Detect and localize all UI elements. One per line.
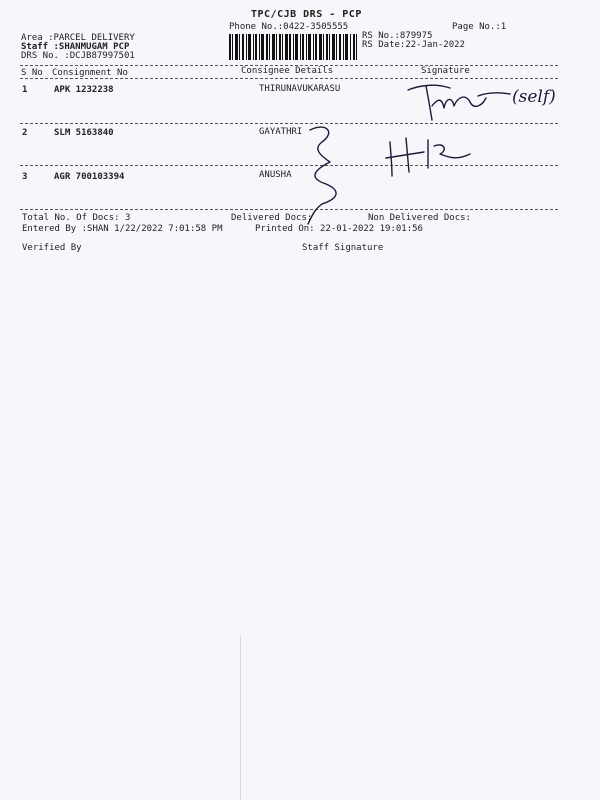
row-divider — [20, 209, 558, 210]
non-delivered-docs: Non Delivered Docs: — [368, 213, 471, 223]
document-title: TPC/CJB DRS - PCP — [251, 9, 362, 20]
col-header-signature: Signature — [421, 66, 470, 76]
staff-signature-label: Staff Signature — [302, 243, 384, 253]
col-header-consignee: Consignee Details — [241, 66, 334, 76]
row-consignee: THIRUNAVUKARASU — [259, 84, 341, 94]
row-sno: 1 — [22, 85, 28, 95]
row-sno: 2 — [22, 128, 28, 138]
handwritten-initials-row2 — [378, 132, 478, 182]
row-consignment-no: SLM 5163840 — [54, 128, 114, 138]
col-header-sno: S No — [21, 68, 43, 78]
total-docs: Total No. Of Docs: 3 — [22, 213, 131, 223]
handwritten-signature-row1 — [398, 76, 568, 124]
handwritten-signature-row3 — [300, 118, 360, 228]
col-header-consignment: Consignment No — [52, 68, 128, 78]
verified-by: Verified By — [22, 243, 82, 253]
printed-on: Printed On: 22-01-2022 19:01:56 — [255, 224, 423, 234]
delivered-docs: Delivered Docs: — [231, 213, 313, 223]
rs-number: RS No.:879975 — [362, 31, 433, 41]
page-number: Page No.:1 — [452, 22, 507, 32]
barcode-image — [229, 34, 357, 60]
row-consignment-no: AGR 700103394 — [54, 172, 125, 182]
row-consignment-no: APK 1232238 — [54, 85, 114, 95]
handwritten-note: (self) — [512, 87, 556, 107]
scan-artifact-line — [240, 636, 241, 800]
row-sno: 3 — [22, 172, 28, 182]
drs-number: DRS No. :DCJB87997501 — [21, 51, 135, 61]
entered-by: Entered By :SHAN 1/22/2022 7:01:58 PM — [22, 224, 223, 234]
rs-date: RS Date:22-Jan-2022 — [362, 40, 465, 50]
area-label: Area :PARCEL DELIVERY — [21, 33, 135, 43]
row-consignee: GAYATHRI — [259, 127, 303, 137]
row-consignee: ANUSHA — [259, 170, 292, 180]
phone-number: Phone No.:0422-3505555 — [229, 22, 349, 32]
staff-label: Staff :SHANMUGAM PCP — [21, 42, 130, 52]
